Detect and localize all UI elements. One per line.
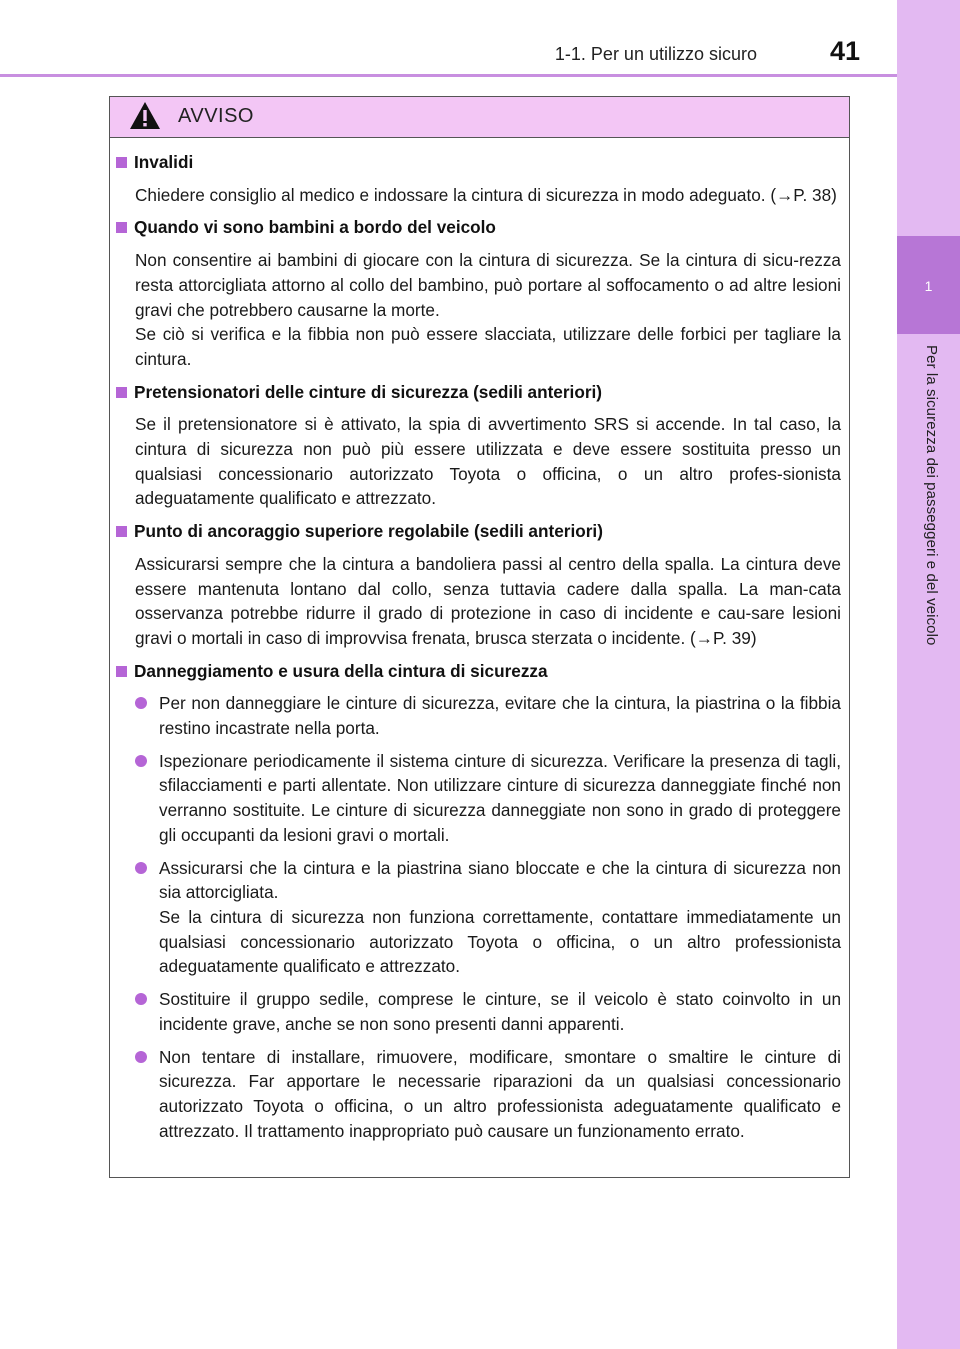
- section-title: 1-1. Per un utilizzo sicuro: [554, 44, 757, 64]
- warning-item-heading: [116, 659, 841, 684]
- warning-item-body: [116, 552, 841, 651]
- bullet-text: [159, 749, 841, 848]
- warning-item-title: Danneggiamento e usura della cintura di sicurezza: [134, 660, 548, 681]
- paragraph: Assicurarsi che la cintura e la piastrina siano bloccate e che la cintura di sicurezza non sia attorcigliata.: [159, 857, 841, 903]
- warning-item-title: Quando vi sono bambini a bordo del veicolo: [134, 217, 496, 238]
- paragraph: Se la cintura di sicurezza non funziona correttamente, contattare immediatamente un qualsiasi concessionario autorizzato Toyota o officina, o un altro professionista adeguatamente qualificato e attrezzato.: [159, 906, 841, 977]
- warning-item-title: Punto di ancoraggio superiore regolabile (sedili anteriori): [134, 521, 603, 542]
- warning-item-title: Pretensionatori delle cinture di sicurezza (sedili anteriori): [134, 381, 603, 402]
- warning-header: [110, 97, 849, 138]
- warning-box: [109, 96, 850, 1178]
- warning-item-body: [116, 248, 841, 372]
- paragraph: Assicurarsi sempre che la cintura a bandoliera passi al centro della spalla. La cintura deve essere mantenuta lontano dal collo, senza tuttavia cadere dalla spalla. La man-cata osservanza potrebbe ridurre il grado di protezione in caso di incidente e cau-sare lesioni gravi o mortali in caso di improvvisa frenata, brusca sterzata o incidente. (→P. 39): [135, 553, 841, 648]
- paragraph: Chiedere consiglio al medico e indossare la cintura di sicurezza in modo adeguato. (→P. 38): [135, 184, 837, 205]
- page-number: 41: [830, 36, 861, 66]
- warning-content: [110, 138, 849, 1143]
- bullet-list: [116, 691, 841, 1143]
- round-bullet-icon: [135, 993, 147, 1005]
- paragraph: Non consentire ai bambini di giocare con la cintura di sicurezza. Se la cintura di sicu-rezza resta attorcigliata attorno al collo del bambino, può portare al soffocamento o ad altre lesioni gravi che potrebbero causarne la morte.: [135, 250, 841, 320]
- square-bullet-icon: [116, 157, 127, 168]
- round-bullet-icon: [135, 697, 147, 709]
- square-bullet-icon: [116, 222, 127, 233]
- warning-title: AVVISO: [178, 105, 254, 127]
- bullet-text: [159, 691, 841, 740]
- warning-item-heading: [116, 380, 841, 405]
- warning-item: [116, 519, 841, 651]
- warning-item-body: [116, 412, 841, 511]
- bullet-item: [135, 856, 841, 980]
- bullet-text: [159, 856, 841, 980]
- bullet-text: [159, 987, 841, 1036]
- chapter-number: 1: [924, 278, 933, 294]
- warning-item-heading: [116, 215, 841, 240]
- bullet-item: [135, 691, 841, 740]
- warning-item-heading: [116, 150, 841, 175]
- bullet-text: [159, 1045, 841, 1144]
- round-bullet-icon: [135, 862, 147, 874]
- paragraph: Se ciò si verifica e la fibbia non può essere slacciata, utilizzare delle forbici per tagliare la cintura.: [135, 324, 841, 369]
- warning-triangle-icon: [128, 100, 162, 131]
- chapter-title: Per la sicurezza dei passeggeri e del veicolo: [923, 345, 940, 646]
- square-bullet-icon: [116, 666, 127, 677]
- warning-item-body: [116, 183, 841, 208]
- warning-item-title: Invalidi: [134, 152, 194, 172]
- header-divider: [0, 74, 897, 77]
- warning-item: [116, 150, 841, 207]
- square-bullet-icon: [116, 526, 127, 537]
- round-bullet-icon: [135, 1051, 147, 1063]
- paragraph: Sostituire il gruppo sedile, comprese le cinture, se il veicolo è stato coinvolto in un incidente grave, anche se non sono presenti danni apparenti.: [159, 989, 841, 1034]
- paragraph: Non tentare di installare, rimuovere, modificare, smontare o smaltire le cinture di sicurezza. Far apportare le necessarie riparazioni da un qualsiasi concessionario autorizzato Toyota o officina, o un altro professionista adeguatamente qualificato e attrezzato. Il trattamento inappropriato può causare un funzionamento errato.: [159, 1046, 841, 1141]
- round-bullet-icon: [135, 755, 147, 767]
- warning-item-heading: [116, 519, 841, 544]
- square-bullet-icon: [116, 387, 127, 398]
- bullet-item: [135, 987, 841, 1036]
- bullet-item: [135, 1045, 841, 1144]
- warning-item: [116, 380, 841, 512]
- paragraph: Per non danneggiare le cinture di sicurezza, evitare che la cintura, la piastrina o la fibbia restino incastrate nella porta.: [159, 693, 841, 739]
- bullet-item: [135, 749, 841, 848]
- warning-item: [116, 215, 841, 371]
- warning-item: [116, 659, 841, 1144]
- paragraph: Ispezionare periodicamente il sistema cinture di sicurezza. Verificare la presenza di tagli, sfilacciamenti e parti allentate. Non utilizzare cinture di sicurezza danneggiate finché non verranno sostituite. Le cinture di sicurezza danneggiate non sono in grado di proteggere gli occupanti da lesioni gravi o mortali.: [159, 750, 841, 845]
- paragraph: Se il pretensionatore si è attivato, la spia di avvertimento SRS si accende. In tal caso, la cintura di sicurezza non può più essere utilizzata e deve essere sostituita presso un qualsiasi concessionario autorizzato Toyota o officina, o un altro profes-sionista adeguatamente qualificato e attrezzato.: [135, 414, 841, 509]
